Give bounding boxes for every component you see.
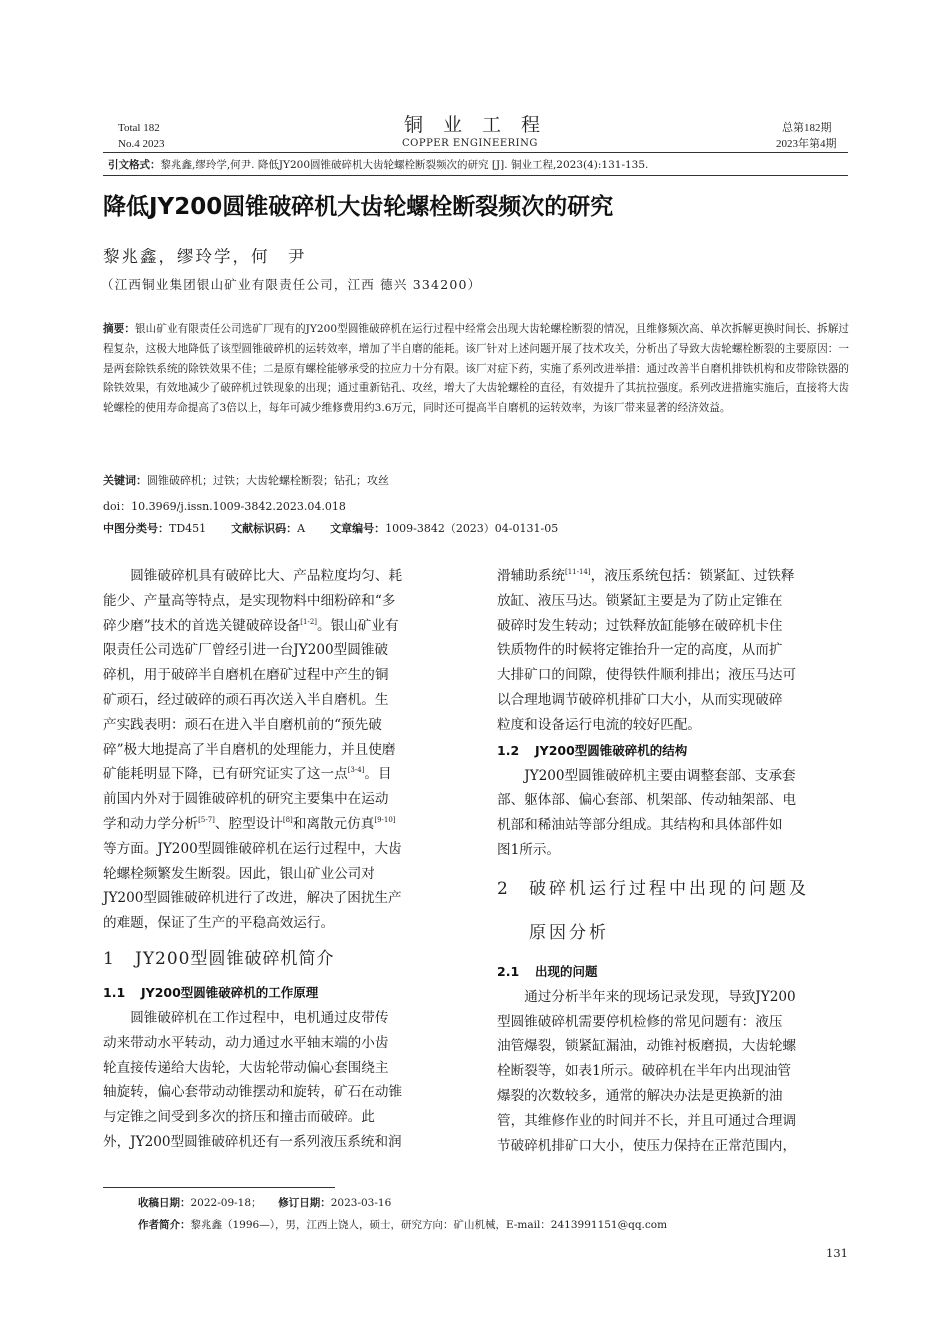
ref-8: [8] <box>282 815 293 824</box>
revised-label: 修订日期： <box>278 1197 331 1209</box>
sec12-line: 图1所示。 <box>497 841 561 858</box>
sec11-line: 动来带动水平转动，动力通过水平轴末端的小齿 <box>103 1034 389 1051</box>
right-line: 铁质物件的时候将定锥抬升一定的高度，从而扩 <box>497 642 783 659</box>
header-total-right: 总第182期 <box>782 122 832 134</box>
affiliation: （江西铜业集团银山矿业有限责任公司，江西 德兴 334200） <box>101 277 482 292</box>
left-column <box>103 564 455 1155</box>
intro-line: 碎少磨”技术的首选关键破碎设备[1-2]。银山矿业有 <box>103 617 399 634</box>
page-number: 131 <box>826 1246 848 1260</box>
intro-line: JY200型圆锥破碎机进行了改进，解决了困扰生产 <box>103 890 402 907</box>
keywords <box>103 472 389 488</box>
keywords-label: 关键词： <box>103 474 147 487</box>
doi: doi：10.3969/j.issn.1009-3842.2023.04.018 <box>103 500 346 513</box>
intro-line: 能少、产量高等特点，是实现物料中细粉碎和“多 <box>103 592 396 609</box>
clc-label: 中图分类号： <box>103 522 169 535</box>
ref-5-7: [5-7] <box>198 815 215 824</box>
sec21-line: 节破碎机排矿口大小，使压力保持在正常范围内， <box>497 1137 797 1154</box>
header-issue-left: No.4 2023 <box>118 138 165 150</box>
citation <box>108 157 648 172</box>
section-2-heading: 2 破碎机运行过程中出现的问题及 原因分析 <box>497 878 809 943</box>
clc-code: TD451 <box>169 522 207 535</box>
intro-line: 限责任公司选矿厂曾经引进一台JY200型圆锥破 <box>103 642 389 659</box>
right-line: 粒度和设备运行电流的较好匹配。 <box>497 716 701 733</box>
header-issue-right: 2023年第4期 <box>776 138 837 150</box>
article-title: 降低JY200圆锥破碎机大齿轮螺栓断裂频次的研究 <box>103 194 614 220</box>
doc-code: A <box>297 522 306 535</box>
intro-line: 学和动力学分析[5-7]、腔型设计[8]和离散元仿真[9-10] <box>103 815 396 832</box>
sec21-line: 型圆锥破碎机需要停机检修的常见问题有：液压 <box>497 1013 783 1030</box>
bio-text: 黎兆鑫（1996—），男，江西上饶人，硕士，研究方向：矿山机械，E-mail：2413991151@qq.com <box>190 1219 668 1231</box>
section-2-1-heading: 2.1 出现的问题 <box>497 963 598 979</box>
citation-label: 引文格式： <box>108 159 161 171</box>
section-1-2-heading: 1.2 JY200型圆锥破碎机的结构 <box>497 742 688 758</box>
sec12-line: 机部和稀油站等部分组成。其结构和具体部件如 <box>497 817 783 834</box>
intro-line: 矿顽石，经过破碎的顽石再次送入半自磨机。生 <box>103 691 389 708</box>
abstract <box>103 320 849 419</box>
abstract-label: 摘要： <box>103 323 135 335</box>
ref-1-2: [1-2] <box>300 617 317 626</box>
sec12-line: 部、躯体部、偏心套部、机架部、传动轴架部、电 <box>497 792 797 809</box>
section-1-heading: 1 JY200型圆锥破碎机简介 <box>103 948 335 969</box>
classification <box>103 520 558 536</box>
intro-line: 产实践表明：顽石在进入半自磨机前的“预先破 <box>103 716 382 733</box>
doc-code-label: 文献标识码： <box>231 522 298 535</box>
ref-3-4: [3-4] <box>347 766 365 775</box>
article-number-label: 文章编号： <box>330 522 386 535</box>
intro-line: 碎”极大地提高了半自磨机的处理能力，并且使磨 <box>103 741 396 758</box>
header-rule-top <box>103 152 848 153</box>
received-date: 2022-09-18； <box>190 1197 262 1209</box>
right-line: 以合理地调节破碎机排矿口大小，从而实现破碎 <box>497 691 783 708</box>
intro-line: 的难题，保证了生产的平稳高效运行。 <box>103 915 335 932</box>
journal-title: 铜业工程 <box>404 114 561 136</box>
section-1-1-heading: 1.1 JY200型圆锥破碎机的工作原理 <box>103 984 319 1000</box>
right-line: 放缸、液压马达。锁紧缸主要是为了防止定锥在 <box>497 592 783 609</box>
right-line: 大排矿口的间隙，使得铁件顺利排出；液压马达可 <box>497 667 797 684</box>
intro-line: 矿能耗明显下降，已有研究证实了这一点[3-4]。目 <box>103 766 392 783</box>
intro-line: 碎机，用于破碎半自磨机在磨矿过程中产生的铜 <box>103 667 389 684</box>
header-rule-bottom <box>103 175 848 176</box>
intro-line: 等方面。JY200型圆锥破碎机在运行过程中，大齿 <box>103 840 402 857</box>
header-total-left: Total 182 <box>118 122 160 134</box>
keywords-text: 圆锥破碎机；过铁；大齿轮螺栓断裂；钻孔；攻丝 <box>147 474 389 487</box>
citation-text: 黎兆鑫,缪玲学,何尹. 降低JY200圆锥破碎机大齿轮螺栓断裂频次的研究 [J]. 铜业工程,2023(4):131-135. <box>160 159 649 171</box>
sec21-line: 油管爆裂，锁紧缸漏油，动锥衬板磨损，大齿轮螺 <box>497 1038 797 1055</box>
received-label: 收稿日期： <box>138 1197 191 1209</box>
sec21-line: 爆裂的次数较多，通常的解决办法是更换新的油 <box>497 1087 783 1104</box>
author-bio <box>138 1217 667 1232</box>
sec21-line: 管，其维修作业的时间并不长，并且可通过合理调 <box>497 1112 797 1129</box>
sec11-line: 轴旋转，偏心套带动动锥摆动和旋转，矿石在动锥 <box>103 1084 403 1101</box>
right-line: 破碎时发生转动；过铁释放缸能够在破碎机卡住 <box>497 617 783 634</box>
ref-9-10: [9-10] <box>374 815 396 824</box>
sec12-line: JY200型圆锥破碎机主要由调整套部、支承套 <box>524 767 796 784</box>
right-column <box>497 564 849 1158</box>
bio-label: 作者简介： <box>138 1219 191 1231</box>
journal-title-en: COPPER ENGINEERING <box>402 138 538 149</box>
sec11-line: 圆锥破碎机在工作过程中，电机通过皮带传 <box>130 1009 389 1026</box>
authors: 黎兆鑫，缪玲学，何 尹 <box>103 247 307 266</box>
article-number: 1009-3842（2023）04-0131-05 <box>385 522 559 535</box>
ref-11-14: [11-14] <box>564 568 591 576</box>
intro-line: 轮螺栓频繁发生断裂。因此，银山矿业公司对 <box>103 865 375 882</box>
abstract-text: 银山矿业有限责任公司选矿厂现有的JY200型圆锥破碎机在运行过程中经常会出现大齿轮螺栓断裂的情况，且维修频次高、单次拆解更换时间长、拆解过程复杂，这极大地降低了该型圆锥破碎机的运转效率，增加了半自磨的能耗。该厂针对上述问题开展了技术攻关，分析出了导致大齿轮螺栓断裂的主要原因：一是两套除铁系统的除铁效果不佳；二是原有螺栓能够承受的拉应力十分有限。该厂对症下药，实施了系列改进举措：通过改善半自磨机排铁机构和皮带除铁器的除铁效果，有效地减少了破碎机过铁现象的出现；通过重新钻孔、攻丝，增大了大齿轮螺栓的直径，有效提升了其抗拉强度。系列改进措施实施后，直接将大齿轮螺栓的使用寿命提高了3倍以上，每年可减少维修费用约3.6万元，同时还可提高半自磨机的运转效率，为该厂带来显著的经济效益。 <box>103 323 849 415</box>
sec11-line: 外，JY200型圆锥破碎机还有一系列液压系统和润 <box>103 1133 402 1150</box>
sec11-line: 与定锥之间受到多次的挤压和撞击而破碎。此 <box>103 1109 375 1126</box>
revised-date: 2023-03-16 <box>330 1197 392 1209</box>
right-line: 滑辅助系统[11-14]，液压系统包括：锁紧缸、过铁释 <box>497 568 795 584</box>
sec11-line: 轮直接传递给大齿轮，大齿轮带动偏心套围绕主 <box>103 1059 389 1076</box>
intro-line: 前国内外对于圆锥破碎机的研究主要集中在运动 <box>103 791 389 808</box>
received-dates <box>138 1195 391 1210</box>
intro-line: 圆锥破碎机具有破碎比大、产品粒度均匀、耗 <box>130 568 403 584</box>
sec21-line: 栓断裂等，如表1所示。破碎机在半年内出现油管 <box>497 1063 792 1080</box>
footnote-rule <box>103 1187 335 1188</box>
sec21-line: 通过分析半年来的现场记录发现，导致JY200 <box>524 988 796 1005</box>
